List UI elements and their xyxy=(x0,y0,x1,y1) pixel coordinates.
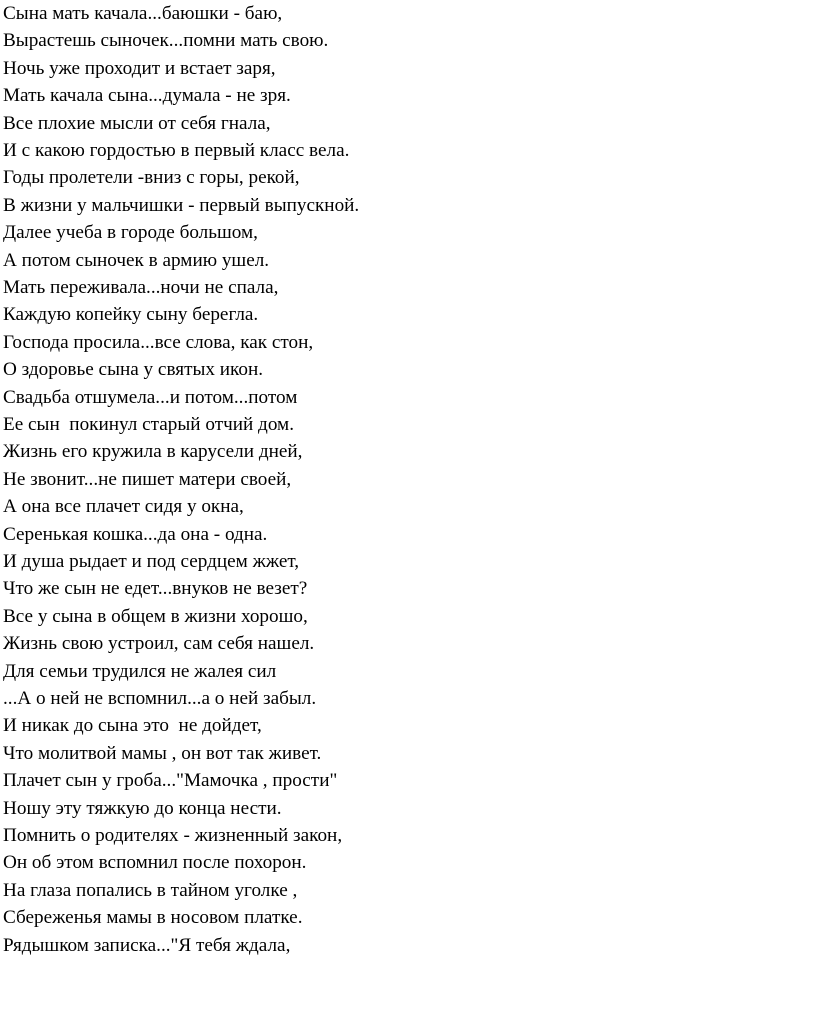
poem-line: Рядышком записка..."Я тебя ждала, xyxy=(3,934,291,956)
poem-line: Ее сын покинул старый отчий дом. xyxy=(3,414,294,435)
poem-line: Жизнь его кружила в карусели дней, xyxy=(3,441,303,463)
poem-line: Плачет сын у гроба..."Мамочка , прости" xyxy=(3,770,338,792)
poem-line: А она все плачет сидя у окна, xyxy=(3,496,244,518)
poem-line: Сбереженья мамы в носовом платке. xyxy=(3,907,303,929)
poem-line: Вырастешь сыночек...помни мать свою. xyxy=(3,30,329,52)
poem-line: Серенькая кошка...да она - одна. xyxy=(3,523,268,545)
poem-line: Далее учеба в городе большом, xyxy=(3,222,258,244)
poem-line: Сына мать качала...баюшки - баю, xyxy=(3,3,283,24)
poem-line: Ночь уже проходит и встает заря, xyxy=(3,57,276,79)
poem-line: И никак до сына это не дойдет, xyxy=(3,715,262,737)
poem-line: Мать качала сына...думала - не зря. xyxy=(3,85,291,107)
poem-line: Что же сын не едет...внуков не везет? xyxy=(3,578,308,600)
poem-line: Он об этом вспомнил после похорон. xyxy=(3,852,307,874)
poem-line: Каждую копейку сыну берегла. xyxy=(3,304,259,326)
poem-line: В жизни у мальчишки - первый выпускной. xyxy=(3,194,360,216)
poem-line: ...А о ней не вспомнил...а о ней забыл. xyxy=(3,688,317,709)
poem-line: Для семьи трудился не жалея сил xyxy=(3,660,277,682)
poem-line: Ношу эту тяжкую до конца нести. xyxy=(3,797,282,819)
poem-line: Все у сына в общем в жизни хорошо, xyxy=(3,605,308,627)
poem-line: Годы пролетели -вниз с горы, рекой, xyxy=(3,167,300,189)
poem-line: На глаза попались в тайном уголке , xyxy=(3,879,298,901)
poem-line: Что молитвой мамы , он вот так живет. xyxy=(3,742,322,764)
poem-line: Господа просила...все слова, как стон, xyxy=(3,331,314,353)
poem-line: Не звонит...не пишет матери своей, xyxy=(3,468,292,490)
poem-line: Все плохие мысли от себя гнала, xyxy=(3,112,271,134)
poem-line: О здоровье сына у святых икон. xyxy=(3,359,264,381)
poem-line: А потом сыночек в армию ушел. xyxy=(3,249,270,271)
poem-line: Жизнь свою устроил, сам себя нашел. xyxy=(3,633,315,655)
poem-line: Свадьба отшумела...и потом...потом xyxy=(3,386,298,408)
poem-line: И с какою гордостью в первый класс вела. xyxy=(3,140,350,161)
poem-line: И душа рыдает и под сердцем жжет, xyxy=(3,551,300,572)
poem-line: Мать переживала...ночи не спала, xyxy=(3,277,279,298)
poem-line: Помнить о родителях - жизненный закон, xyxy=(3,825,343,846)
